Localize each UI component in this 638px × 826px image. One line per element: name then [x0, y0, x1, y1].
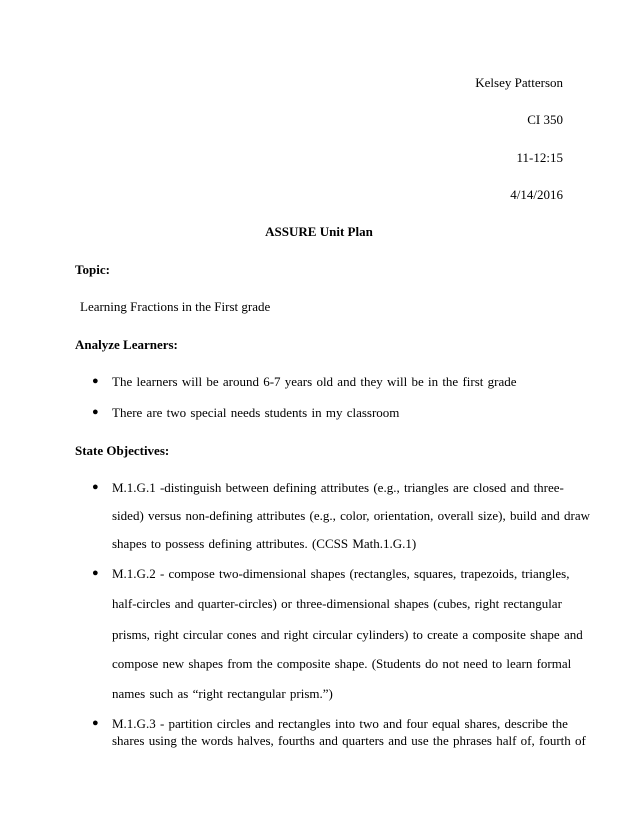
objective-2-line-4: compose new shapes from the composite shape. (Students do not need to learn formal [112, 656, 572, 671]
topic-text: Learning Fractions in the First grade [80, 299, 271, 314]
state-objectives-heading: State Objectives: [75, 443, 170, 458]
course-number: CI 350 [527, 112, 563, 127]
learner-bullet-2: There are two special needs students in my classroom [112, 405, 400, 420]
bullet-icon: ● [92, 717, 99, 729]
bullet-icon: ● [92, 406, 99, 418]
objective-2-line-2: half-circles and quarter-circles) or three-dimensional shapes (cubes, right rectangular [112, 596, 562, 611]
bullet-icon: ● [92, 375, 99, 387]
class-time: 11-12:15 [516, 150, 563, 165]
objective-3-line-2: shares using the words halves, fourths and quarters and use the phrases half of, fourth of [112, 733, 586, 748]
objective-2-line-5: names such as “right rectangular prism.”) [112, 686, 333, 701]
objective-3-line-1: M.1.G.3 - partition circles and rectangles into two and four equal shares, describe the [112, 716, 568, 731]
analyze-learners-heading: Analyze Learners: [75, 337, 178, 352]
topic-heading: Topic: [75, 262, 110, 277]
author-name: Kelsey Patterson [475, 75, 563, 90]
learner-bullet-1: The learners will be around 6-7 years old and they will be in the first grade [112, 374, 517, 389]
objective-2-line-1: M.1.G.2 - compose two-dimensional shapes (rectangles, squares, trapezoids, triangles, [112, 566, 570, 581]
objective-1-line-2: sided) versus non-defining attributes (e.g., color, orientation, overall size), build and draw [112, 508, 590, 523]
objective-1-line-1: M.1.G.1 -distinguish between defining attributes (e.g., triangles are closed and three- [112, 480, 564, 495]
page-title: ASSURE Unit Plan [265, 224, 373, 239]
objective-2-line-3: prisms, right circular cones and right circular cylinders) to create a composite shape and [112, 627, 583, 642]
objective-1-line-3: shapes to possess defining attributes. (CCSS Math.1.G.1) [112, 536, 417, 551]
bullet-icon: ● [92, 567, 99, 579]
bullet-icon: ● [92, 481, 99, 493]
document-date: 4/14/2016 [510, 187, 563, 202]
